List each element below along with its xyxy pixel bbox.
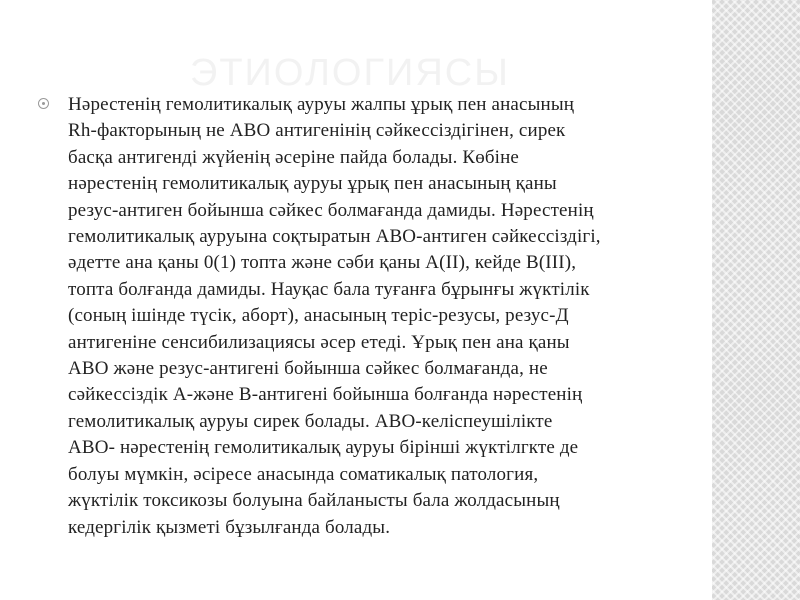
body-line: гемолитикалық ауруы сирек болады. АВО-келіспеушілікте	[68, 410, 553, 432]
body-line: АВО және резус-антигені бойынша сәйкес болмағанда, не	[68, 358, 548, 380]
body-line: (соның ішінде түсік, аборт), анасының теріс-резусы, резус-Д	[68, 305, 569, 327]
body-line: басқа антигенді жүйенің әсеріне пайда болады. Көбіне	[68, 146, 520, 168]
body-line: жүктілік токсикозы болуына байланысты бала жолдасының	[68, 490, 560, 512]
body-line: топта болғанда дамиды. Науқас бала туғанға бұрынғы жүктілік	[68, 278, 590, 300]
slide-body-text	[68, 92, 748, 541]
body-line: Нәрестенің гемолитикалық ауруы жалпы ұрық пен анасының	[68, 94, 575, 115]
body-line: Rh-факторының не АВО антигенінің сәйкессіздігінен, сирек	[68, 120, 566, 142]
body-line: әдетте ана қаны 0(1) топта және сәби қаны А(II), кейде В(III),	[68, 252, 577, 274]
body-line: антигеніне сенсибилизациясы әсер етеді. Ұрық пен ана қаны	[68, 331, 570, 353]
body-line: болуы мүмкін, әсіресе анасында соматикалық патология,	[68, 463, 539, 485]
body-line: АВО- нәрестенің гемолитикалық ауруы бірінші жүктілгкте де	[68, 437, 579, 459]
body-line: резус-антиген бойынша сәйкес болмағанда дамиды. Нәрестенің	[68, 199, 594, 221]
slide-title: ЭТИОЛОГИЯСЫ	[190, 52, 510, 94]
body-line: нәрестенің гемолитикалық ауруы ұрық пен анасының қаны	[68, 173, 557, 195]
body-line: гемолитикалық ауруына соқтыратын АВО-антиген сәйкессіздігі,	[68, 226, 601, 248]
bullet-icon	[38, 98, 49, 109]
body-line: кедергілік қызметі бұзылғанда болады.	[68, 516, 391, 538]
body-line: сәйкессіздік А-және В-антигені бойынша болғанда нәрестенің	[68, 384, 583, 406]
